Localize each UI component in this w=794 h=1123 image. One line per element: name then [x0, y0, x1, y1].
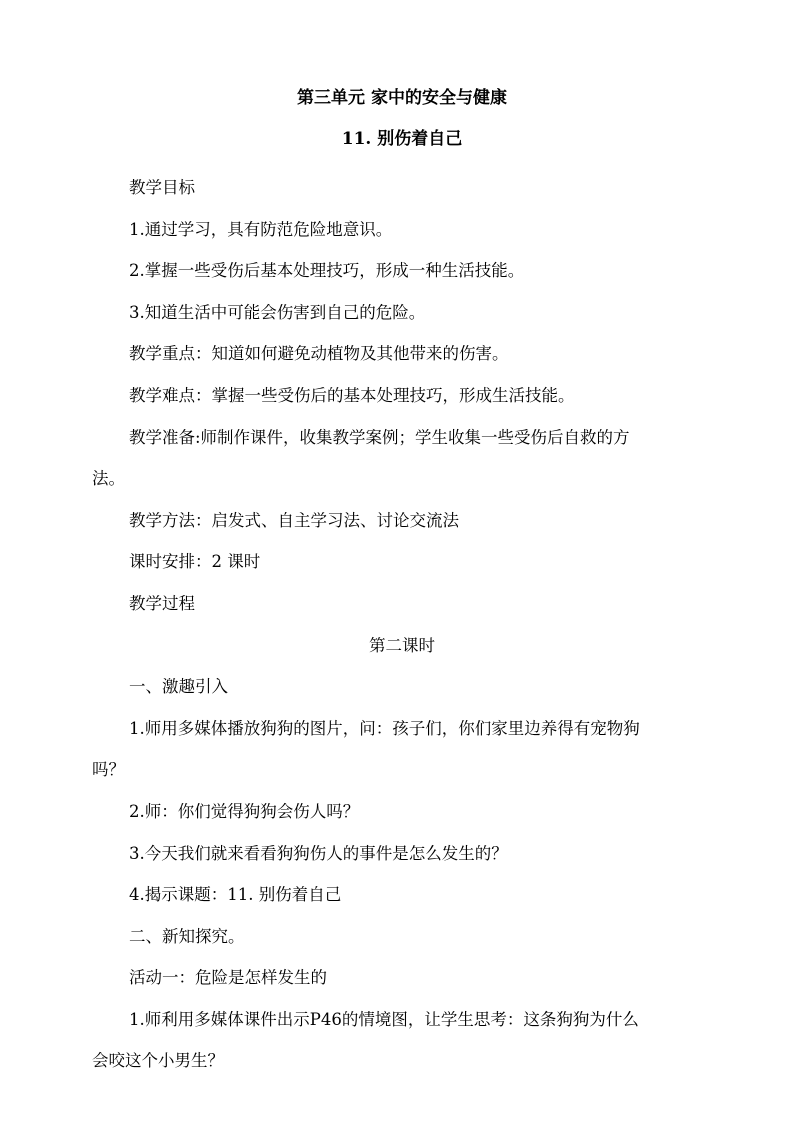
section-heading-introduction: 一、激趣引入: [129, 677, 228, 697]
lesson-period-heading: 第二课时: [369, 635, 435, 655]
teaching-preparation-continued: 法。: [92, 469, 125, 489]
process-step: 3.今天我们就来看看狗狗伤人的事件是怎么发生的？: [129, 843, 508, 863]
objective-item: 1.通过学习，具有防范危险地意识。: [129, 219, 393, 239]
activity-heading: 活动一：危险是怎样发生的: [129, 968, 327, 988]
class-schedule: 课时安排：2 课时: [129, 552, 261, 572]
document-page: [92, 84, 712, 1082]
objective-item: 3.知道生活中可能会伤害到自己的危险。: [129, 302, 426, 322]
process-step: 4.揭示课题：11. 别伤着自己: [129, 885, 342, 905]
teaching-method: 教学方法：启发式、自主学习法、讨论交流法: [129, 510, 459, 530]
section-heading-exploration: 二、新知探究。: [129, 926, 245, 946]
process-step-continued: 吗？: [92, 760, 125, 780]
process-step: 1.师用多媒体播放狗狗的图片，问：孩子们，你们家里边养得有宠物狗: [129, 718, 640, 738]
section-heading-process: 教学过程: [129, 593, 195, 613]
unit-title: 第三单元 家中的安全与健康: [297, 88, 507, 108]
section-heading-objectives: 教学目标: [129, 178, 195, 197]
process-step: 2.师：你们觉得狗狗会伤人吗？: [129, 801, 360, 821]
teaching-difficulty: 教学难点：掌握一些受伤后的基本处理技巧，形成生活技能。: [129, 385, 575, 405]
process-step: 1.师利用多媒体课件出示P46的情境图，让学生思考：这条狗狗为什么: [129, 1009, 639, 1029]
lesson-title: 11. 别伤着自己: [341, 129, 463, 149]
process-step-continued: 会咬这个小男生？: [92, 1051, 224, 1071]
teaching-preparation: 教学准备:师制作课件，收集教学案例；学生收集一些受伤后自救的方: [129, 427, 630, 447]
objective-item: 2.掌握一些受伤后基本处理技巧，形成一种生活技能。: [129, 261, 525, 281]
teaching-focus: 教学重点：知道如何避免动植物及其他带来的伤害。: [129, 344, 509, 364]
document-body: [92, 167, 712, 1082]
